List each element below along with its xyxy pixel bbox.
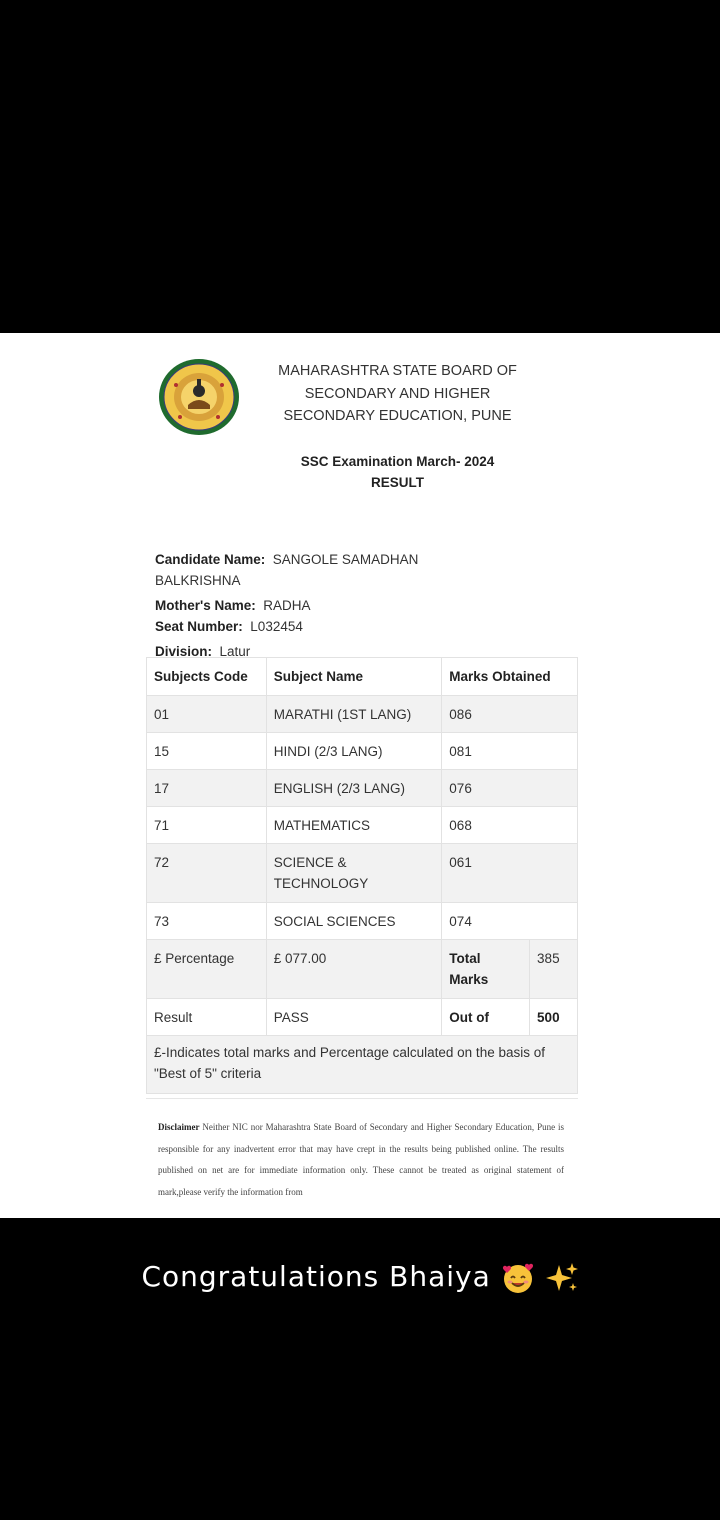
subject-code: 72: [147, 844, 267, 903]
story-caption: [0, 1260, 720, 1295]
mother-name-label: Mother's Name:: [155, 598, 256, 613]
subject-marks: 086: [442, 696, 578, 733]
mother-name-value: RADHA: [263, 598, 311, 613]
exam-subtitle: RESULT: [371, 475, 424, 490]
board-name: [250, 360, 545, 428]
subject-name: HINDI (2/3 LANG): [266, 733, 442, 770]
board-name-line-1: MAHARASHTRA STATE BOARD OF: [278, 363, 517, 379]
total-marks-label: [442, 940, 530, 999]
subject-code: 15: [147, 733, 267, 770]
candidate-name-label: Candidate Name:: [155, 552, 266, 567]
percentage-row: [147, 940, 578, 999]
smiling-face-with-hearts-icon: [501, 1261, 535, 1295]
exam-heading: [250, 451, 545, 493]
result-label: Result: [147, 999, 267, 1036]
section-divider: [146, 1098, 578, 1099]
total-marks-label-line-1: Total: [449, 951, 481, 966]
subject-name: SOCIAL SCIENCES: [266, 903, 442, 940]
board-name-line-2: SECONDARY AND HIGHER: [304, 385, 491, 402]
division-value: Latur: [219, 644, 251, 659]
disclaimer-label: Disclaimer: [158, 1122, 200, 1132]
subject-marks: 061: [442, 844, 578, 903]
table-row: [147, 844, 578, 903]
sparkles-icon: [545, 1261, 579, 1295]
out-of-label: Out of: [442, 999, 530, 1036]
subject-code: 17: [147, 770, 267, 807]
total-marks-label-line-2: Marks: [449, 972, 489, 987]
board-name-line-3: SECONDARY EDUCATION, PUNE: [283, 408, 512, 424]
table-row: [147, 807, 578, 844]
subject-marks: 068: [442, 807, 578, 844]
candidate-details: [155, 549, 575, 662]
exam-title: SSC Examination March- 2024: [300, 454, 495, 469]
best-of-five-note: [147, 1036, 578, 1094]
header-marks-obtained: Marks Obtained: [442, 658, 578, 696]
subject-code: 73: [147, 903, 267, 940]
subject-marks: 081: [442, 733, 578, 770]
seat-number-row: [155, 616, 575, 637]
note-row: [147, 1036, 578, 1094]
subject-name: ENGLISH (2/3 LANG): [266, 770, 442, 807]
division-label: Division:: [155, 644, 213, 659]
subject-name-line-2: TECHNOLOGY: [273, 876, 369, 891]
subject-name: MARATHI (1ST LANG): [266, 696, 442, 733]
subject-marks: 074: [442, 903, 578, 940]
table-row: [147, 733, 578, 770]
marks-table-header: [147, 658, 578, 696]
table-row: [147, 903, 578, 940]
table-row: [147, 770, 578, 807]
result-row: [147, 999, 578, 1036]
note-line-1: £-Indicates total marks and Percentage calculated on the basis of: [154, 1045, 545, 1060]
candidate-name-continuation: BALKRISHNA: [155, 573, 241, 588]
subject-name: [266, 844, 442, 903]
percentage-label: £ Percentage: [147, 940, 267, 999]
total-marks-value: 385: [530, 940, 578, 999]
result-sheet: [0, 333, 720, 1218]
candidate-name-row: [155, 549, 575, 570]
percentage-value: £ 077.00: [266, 940, 442, 999]
caption-text: Congratulations Bhaiya: [141, 1260, 491, 1293]
subject-name: MATHEMATICS: [266, 807, 442, 844]
disclaimer-text: [158, 1117, 564, 1203]
seat-number-label: Seat Number:: [155, 619, 243, 634]
marks-table: [146, 657, 578, 1094]
subject-name-line-1: SCIENCE &: [273, 855, 347, 870]
header-subjects-code: Subjects Code: [147, 658, 267, 696]
out-of-value: 500: [530, 999, 578, 1036]
result-value: PASS: [266, 999, 442, 1036]
seat-number-value: L032454: [250, 619, 303, 634]
header-subject-name: Subject Name: [266, 658, 442, 696]
subject-marks: 076: [442, 770, 578, 807]
disclaimer-body: Neither NIC nor Maharashtra State Board of Secondary and Higher Secondary Education, Pune is responsible for any inadvertent error that may have crept in the results being published online. The results published on net are for immediate information only. These cannot be treated as original statement of mark,please verify the information from: [158, 1122, 564, 1197]
subject-code: 01: [147, 696, 267, 733]
board-emblem-logo: [158, 357, 240, 437]
subject-code: 71: [147, 807, 267, 844]
candidate-name-value: SANGOLE SAMADHAN: [272, 552, 419, 567]
mother-name-row: [155, 595, 575, 616]
table-row: [147, 696, 578, 733]
note-line-2: "Best of 5" criteria: [154, 1066, 262, 1081]
